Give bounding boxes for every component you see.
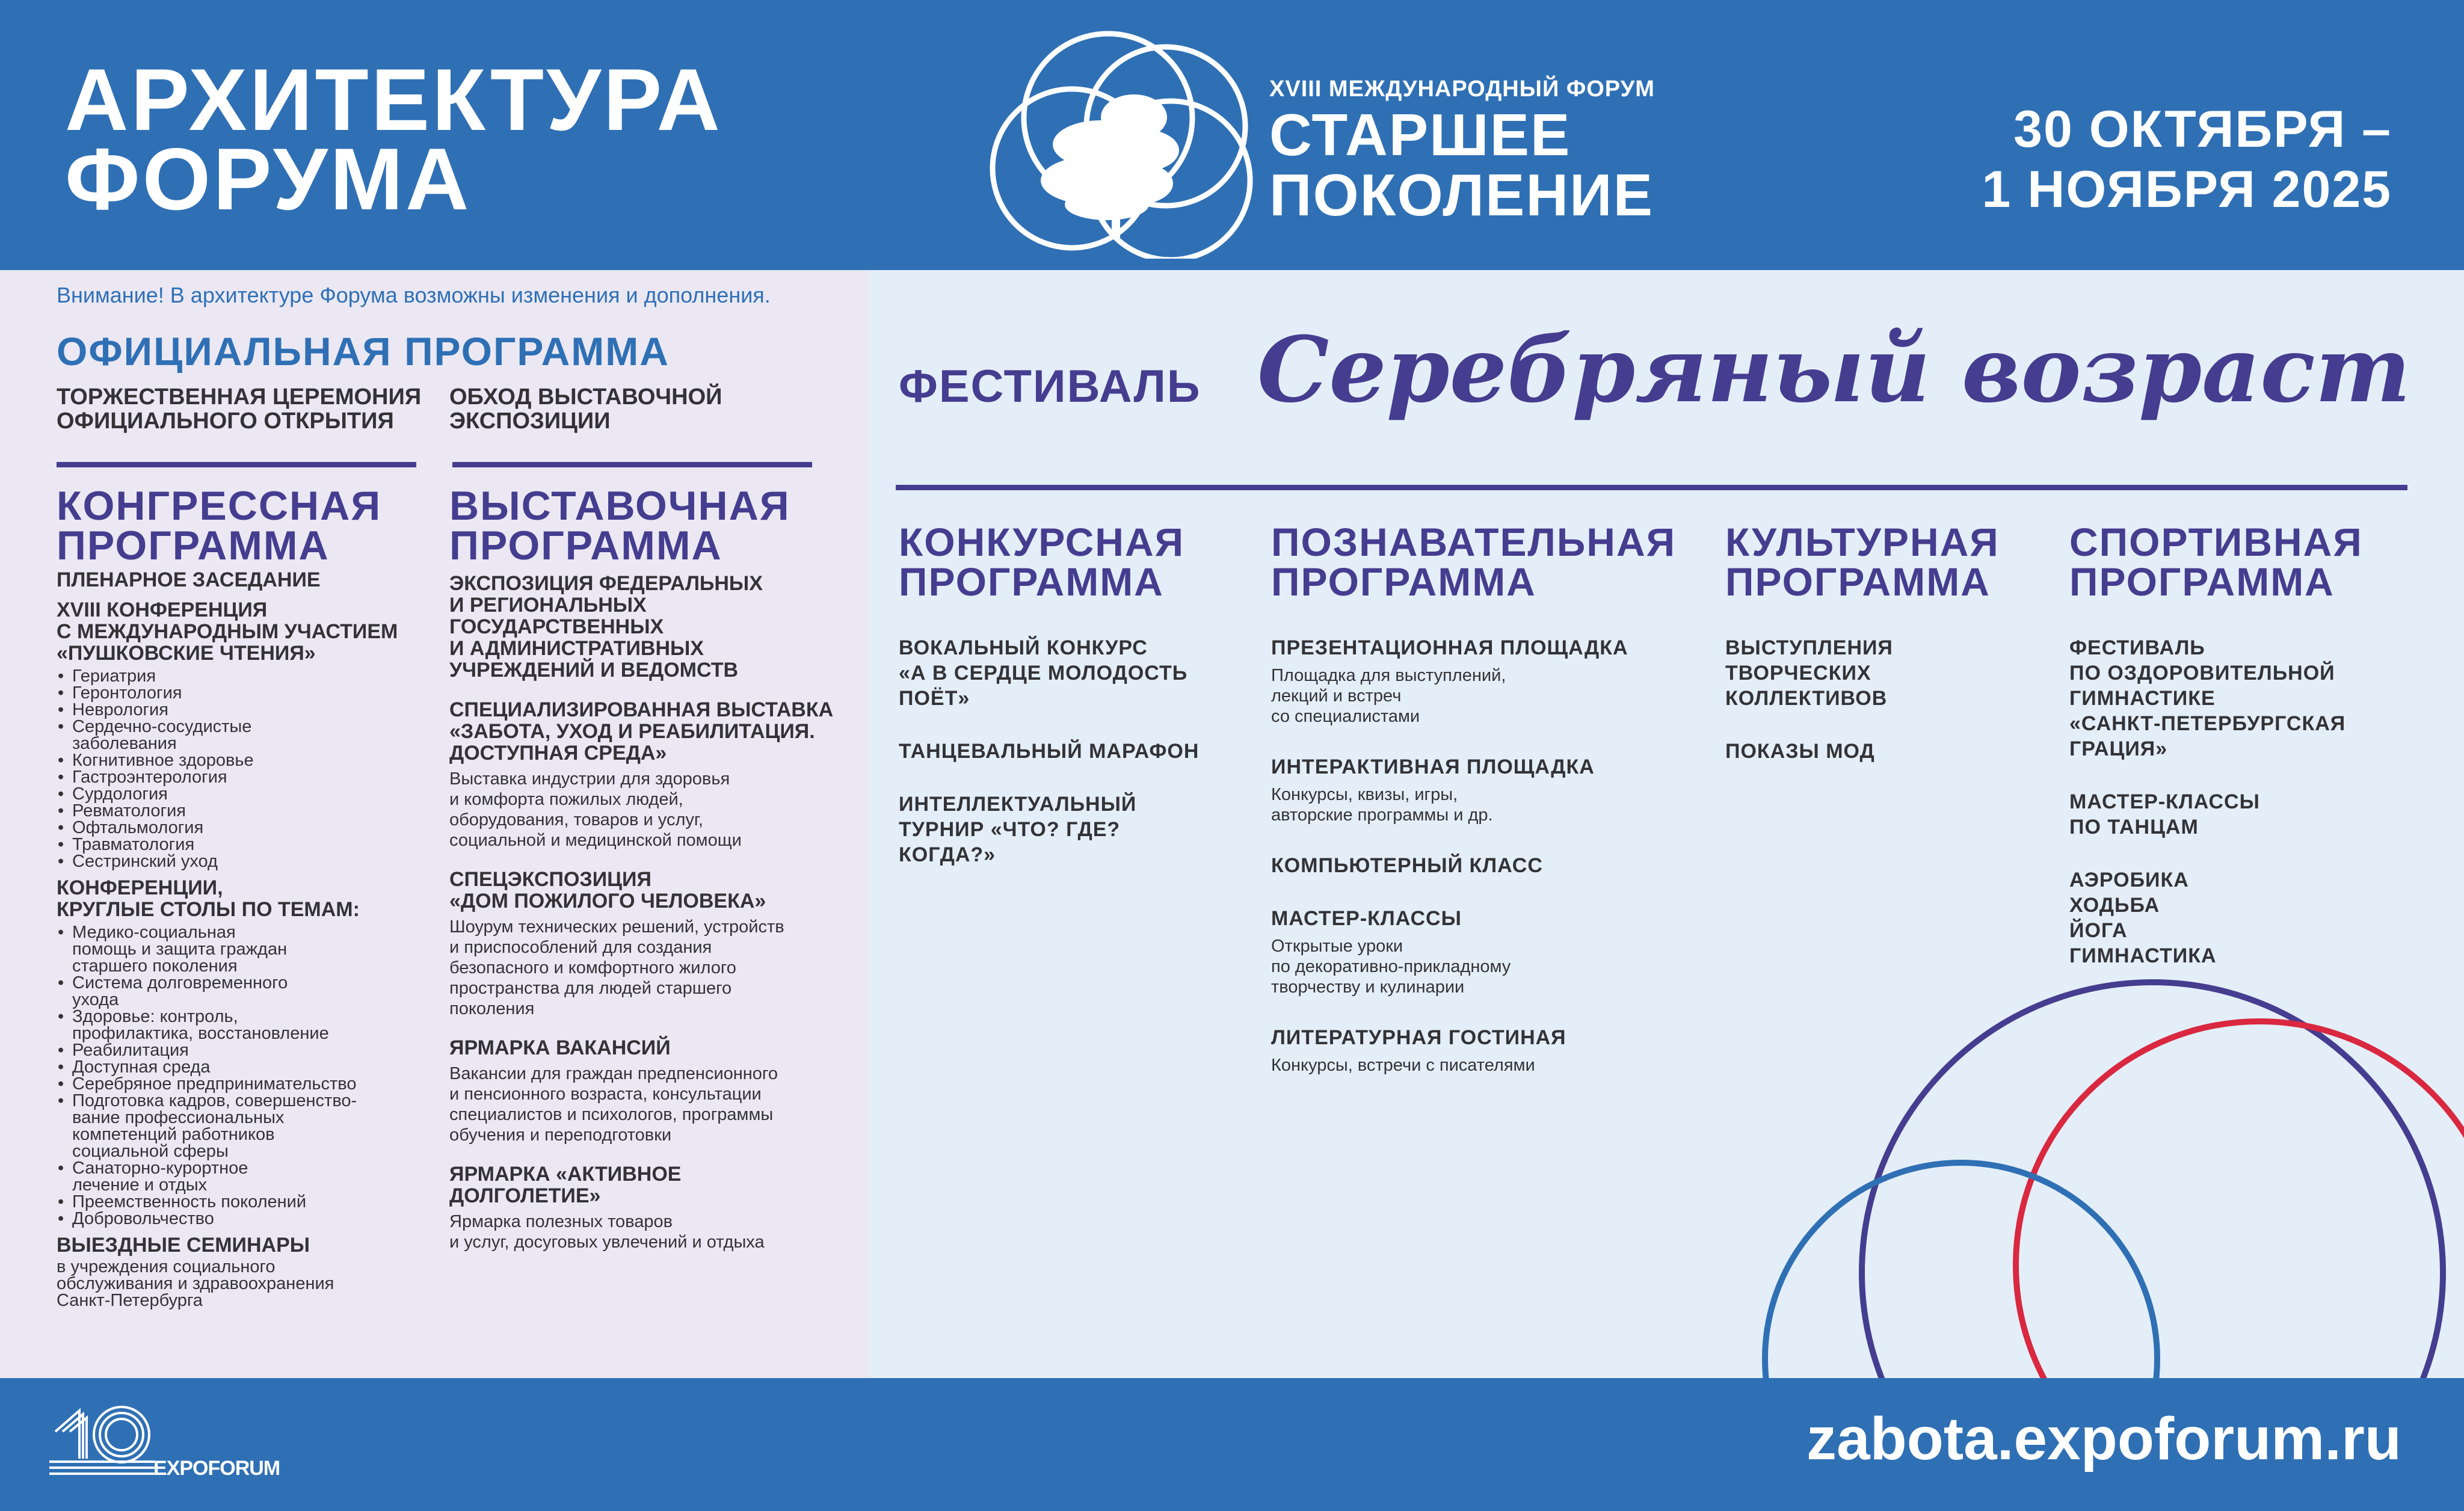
forum-dates: 30 ОКТЯБРЯ – 1 НОЯБРЯ 2025	[1982, 100, 2392, 218]
list-item: • Доступная среда	[57, 1059, 442, 1076]
roundtables-title: КОНФЕРЕНЦИИ, КРУГЛЫЕ СТОЛЫ ПО ТЕМАМ:	[57, 876, 360, 921]
block-title: ЯРМАРКА «АКТИВНОЕ ДОЛГОЛЕТИЕ»	[449, 1163, 682, 1207]
list-item: • Ревматология	[57, 802, 442, 819]
festival-column	[1725, 522, 2000, 792]
list-item: • Геронтология	[57, 685, 442, 701]
festival-item-title: МАСТЕР-КЛАССЫ	[1271, 907, 1462, 930]
festival-item	[899, 635, 1199, 711]
plenary-session: ПЛЕНАРНОЕ ЗАСЕДАНИЕ	[57, 568, 321, 591]
website-link[interactable]: zabota.expoforum.ru	[1806, 1405, 2401, 1473]
festival-item-description: Площадка для выступлений, лекций и встреч со специалистами	[1271, 666, 1506, 726]
festival-items	[1271, 635, 1676, 1076]
seminars-title: ВЫЕЗДНЫЕ СЕМИНАРЫ	[57, 1234, 310, 1257]
festival-item-title: ЛИТЕРАТУРНАЯ ГОСТИНАЯ	[1271, 1026, 1566, 1049]
block-title: СПЕЦЭКСПОЗИЦИЯ «ДОМ ПОЖИЛОГО ЧЕЛОВЕКА»	[449, 868, 766, 912]
list-item: • Подготовка кадров, совершенство- вание профессиональных компетенций работников социальной сферы	[57, 1092, 442, 1160]
block-title: ЯРМАРКА ВАКАНСИЙ	[449, 1036, 671, 1059]
festival-column-heading: СПОРТИВНАЯ ПРОГРАММА	[2069, 520, 2363, 604]
festival-column	[2069, 522, 2363, 996]
festival-script-title: Серебряный возраст	[1257, 317, 2411, 423]
notice-text: Внимание! В архитектуре Форума возможны изменения и дополнения.	[57, 283, 771, 307]
congress-program	[57, 483, 442, 1310]
seminars-text: в учреждения социального обслуживания и здравоохранения Санкт-Петербурга	[57, 1257, 334, 1310]
list-item: • Травматология	[57, 836, 442, 853]
festival-item-description: Конкурсы, квизы, игры, авторские программы и др.	[1271, 785, 1493, 825]
list-item: • Гастроэнтерология	[57, 769, 442, 786]
festival-items	[1725, 635, 2000, 764]
congress-heading: КОНГРЕССНАЯ ПРОГРАММА	[57, 483, 382, 568]
festival-column	[1271, 522, 1676, 1103]
official-item: ОБХОД ВЫСТАВОЧНОЙ ЭКСПОЗИЦИИ	[449, 384, 722, 434]
divider	[896, 485, 2407, 490]
block-description: Шоурум технических решений, устройств и приспособлений для создания безопасного и комфортного жилого пространства для людей старшего поколения	[449, 917, 784, 1018]
expoforum-logo-text: EXPOFORUM	[153, 1457, 280, 1480]
festival-item	[899, 792, 1199, 867]
festival-items	[899, 635, 1199, 867]
list-item: • Сестринский уход	[57, 853, 442, 870]
festival-item-title: ПРЕЗЕНТАЦИОННАЯ ПЛОЩАДКА	[1271, 636, 1628, 659]
festival-column-heading: КУЛЬТУРНАЯ ПРОГРАММА	[1725, 520, 2000, 604]
expoforum-10-logo-icon	[49, 1405, 158, 1477]
exhibition-block	[449, 1037, 864, 1145]
festival-item	[899, 739, 1199, 764]
block-description: Вакансии для граждан предпенсионного и пенсионного возраста, консультации специалистов и психологов, программы обучения и переподготовки	[449, 1064, 778, 1145]
festival-item-title: ИНТЕЛЛЕКТУАЛЬНЫЙ ТУРНИР «ЧТО? ГДЕ? КОГДА?»	[899, 793, 1137, 866]
festival-column	[899, 522, 1199, 895]
blue-circle-icon	[1765, 1163, 2157, 1383]
festival-item-title: МАСТЕР-КЛАССЫ ПО ТАНЦАМ	[2069, 790, 2260, 839]
festival-item	[2069, 867, 2363, 968]
exhibition-program	[449, 483, 864, 1252]
list-item: • Офтальмология	[57, 819, 442, 836]
divider	[57, 462, 416, 467]
forum-edition: XVIII МЕЖДУНАРОДНЫЙ ФОРУМ	[1269, 76, 1655, 102]
list-item: • Сердечно-сосудистые заболевания	[57, 718, 442, 752]
block-title: ЭКСПОЗИЦИЯ ФЕДЕРАЛЬНЫХ И РЕГИОНАЛЬНЫХ ГОСУДАРСТВЕННЫХ И АДМИНИСТРАТИВНЫХ УЧРЕЖДЕНИЙ И ВЕДОМСТВ	[449, 572, 763, 682]
page-title: АРХИТЕКТУРА ФОРУМА	[65, 51, 722, 228]
festival-item	[1271, 906, 1676, 997]
festival-item-title: ИНТЕРАКТИВНАЯ ПЛОЩАДКА	[1271, 756, 1595, 778]
festival-item	[1271, 635, 1676, 727]
exhibition-block	[449, 573, 864, 681]
forum-name: СТАРШЕЕ ПОКОЛЕНИЕ	[1269, 102, 1654, 228]
festival-item-title: ФЕСТИВАЛЬ ПО ОЗДОРОВИТЕЛЬНОЙ ГИМНАСТИКЕ «САНКТ-ПЕТЕРБУРГСКАЯ ГРАЦИЯ»	[2069, 636, 2346, 760]
exhibition-block	[449, 1163, 864, 1252]
festival-item-title: ПОКАЗЫ МОД	[1725, 740, 1875, 763]
festival-items	[2069, 635, 2363, 968]
festival-column-heading: ПОЗНАВАТЕЛЬНАЯ ПРОГРАММА	[1271, 520, 1677, 604]
decorative-circles	[1745, 962, 2464, 1383]
exhibition-block	[449, 699, 864, 851]
block-title: СПЕЦИАЛИЗИРОВАННАЯ ВЫСТАВКА «ЗАБОТА, УХОД И РЕАБИЛИТАЦИЯ. ДОСТУПНАЯ СРЕДА»	[449, 698, 834, 765]
roundtables-topics-list	[57, 924, 442, 1227]
festival-item	[1725, 635, 2000, 711]
list-item: • Медико-социальная помощь и защита граждан старшего поколения	[57, 924, 442, 974]
forum-logo-icon	[981, 24, 1269, 259]
forum-name-block	[1269, 76, 1655, 228]
exhibition-heading: ВЫСТАВОЧНАЯ ПРОГРАММА	[449, 483, 790, 568]
festival-item-description: Конкурсы, встречи с писателями	[1271, 1056, 1535, 1075]
festival-column-heading: КОНКУРСНАЯ ПРОГРАММА	[899, 520, 1185, 604]
conference-title: XVIII КОНФЕРЕНЦИЯ С МЕЖДУНАРОДНЫМ УЧАСТИЕМ «ПУШКОВСКИЕ ЧТЕНИЯ»	[57, 599, 398, 665]
festival-label: ФЕСТИВАЛЬ	[899, 361, 1201, 412]
list-item: • Здоровье: контроль, профилактика, восстановление	[57, 1008, 442, 1042]
divider	[452, 462, 812, 467]
festival-item-title: АЭРОБИКА ХОДЬБА ЙОГА ГИМНАСТИКА	[2069, 869, 2217, 967]
list-item: • Сурдология	[57, 786, 442, 802]
list-item: • Преемственность поколений	[57, 1193, 442, 1210]
list-item: • Добровольчество	[57, 1210, 442, 1227]
list-item: • Когнитивное здоровье	[57, 752, 442, 769]
list-item: • Неврология	[57, 701, 442, 718]
list-item: • Санаторно-курортное лечение и отдых	[57, 1160, 442, 1193]
official-program-heading: ОФИЦИАЛЬНАЯ ПРОГРАММА	[57, 329, 670, 374]
list-item: • Система долговременного ухода	[57, 974, 442, 1008]
conference-topics-list	[57, 668, 442, 870]
list-item: • Серебряное предпринимательство	[57, 1076, 442, 1092]
festival-item-title: ТАНЦЕВАЛЬНЫЙ МАРАФОН	[899, 740, 1200, 763]
official-item: ТОРЖЕСТВЕННАЯ ЦЕРЕМОНИЯ ОФИЦИАЛЬНОГО ОТКРЫТИЯ	[57, 384, 422, 434]
exhibition-block	[449, 869, 864, 1019]
festival-item-title: ВЫСТУПЛЕНИЯ ТВОРЧЕСКИХ КОЛЛЕКТИВОВ	[1725, 636, 1893, 710]
list-item: • Реабилитация	[57, 1042, 442, 1059]
festival-item	[1271, 754, 1676, 825]
festival-item	[2069, 635, 2363, 762]
festival-item-description: Открытые уроки по декоративно-прикладному творчеству и кулинарии	[1271, 937, 1511, 997]
festival-item	[1271, 1025, 1676, 1076]
block-description: Ярмарка полезных товаров и услуг, досуговых увлечений и отдыха	[449, 1212, 765, 1252]
list-item: • Гериатрия	[57, 668, 442, 685]
block-description: Выставка индустрии для здоровья и комфорта пожилых людей, оборудования, товаров и услуг, социальной и медицинской помощи	[449, 769, 742, 850]
festival-item	[1725, 739, 2000, 764]
festival-item-title: КОМПЬЮТЕРНЫЙ КЛАСС	[1271, 854, 1543, 877]
festival-item-title: ВОКАЛЬНЫЙ КОНКУРС «А В СЕРДЦЕ МОЛОДОСТЬ ПОЁТ»	[899, 636, 1188, 710]
festival-item	[2069, 789, 2363, 840]
festival-item	[1271, 853, 1676, 878]
exhibition-blocks	[449, 573, 864, 1252]
